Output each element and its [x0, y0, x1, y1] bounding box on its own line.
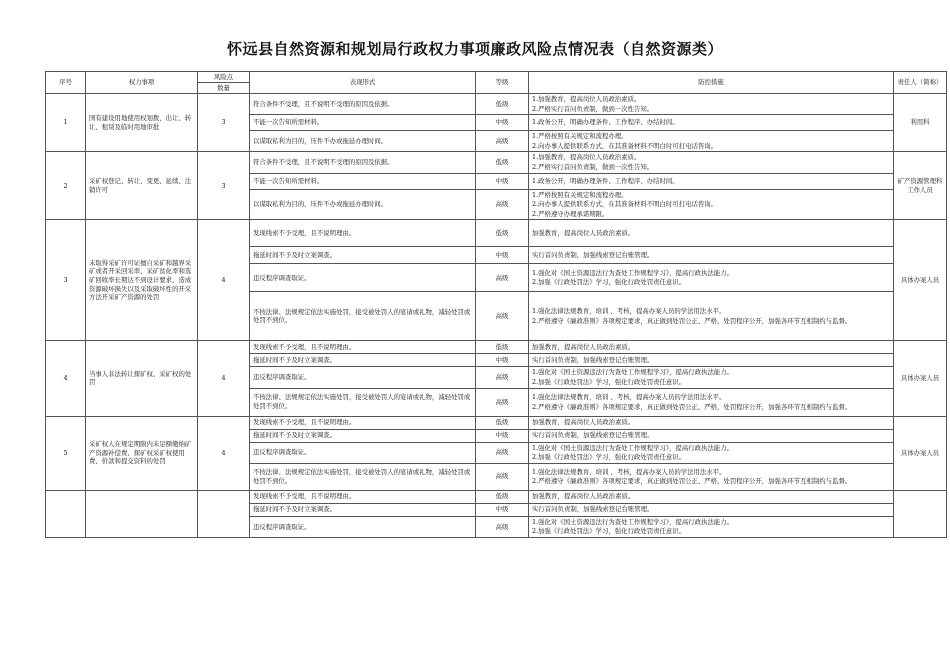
header-count: 数量 — [198, 83, 250, 94]
row-count: 3 — [198, 94, 250, 152]
row-form: 不按法律、法规规定依法实施处罚，接受被处罚人的宴请或礼物，减轻处罚或处罚不到位。 — [250, 388, 476, 416]
row-form: 不按法律、法规规定依法实施处罚，接受被处罚人的宴请或礼物，减轻处罚或处罚不到位。 — [250, 463, 476, 490]
row-form: 拖延时间不予及时立案调查。 — [250, 429, 476, 442]
row-item — [86, 490, 198, 537]
row-form: 发现线索不予受理，且不说明理由。 — [250, 220, 476, 247]
measure-line: 2.严格实行首问负责制，做到一次性告知。 — [532, 162, 654, 171]
measure-line: 2.加强《行政处罚法》学习，强化行政处罚责任意识。 — [532, 527, 686, 536]
header-item: 权力事项 — [86, 72, 198, 94]
page-title: 怀远县自然资源和规划局行政权力事项廉政风险点情况表（自然资源类） — [226, 40, 723, 58]
measure-line: 2.加强《行政处罚法》学习，强化行政处罚责任意识。 — [532, 453, 686, 462]
measure-line: 2.严格实行首问负责制，做到一次性告知。 — [532, 104, 654, 113]
measure-line: 1.强化法律法规教育，培训 、考核，提高办案人员的学法用法水平。 — [532, 392, 726, 401]
measure-line: 2.加强《行政处罚法》学习，强化行政处罚责任意识。 — [532, 377, 686, 386]
measure-line: 2.严格遵守《廉政准则》各项规定要求，真正做到处罚公正、严格，处罚程序公开，加强各环节互相制约与监督。 — [532, 477, 852, 486]
row-item: 采矿权人在规定期限内未足额缴纳矿产资源补偿费、探矿权采矿权使用费、价款和提交资料的处罚 — [86, 416, 198, 490]
measure-line: 2.向办事人提供联系方式，在其准备材料不明白时可打电话咨询。 — [532, 141, 718, 150]
measure-line: 1.强化对《国土资源违法行为查处工作规程学习》，提高行政执法能力。 — [532, 517, 734, 526]
table-body — [46, 94, 947, 538]
measure-line: 实行首问负责制，加强线索登记台账管理。 — [532, 251, 654, 260]
row-measures — [529, 442, 894, 463]
row-count: 4 — [198, 341, 250, 416]
row-measures — [529, 463, 894, 490]
measure-line: 1.强化对《国土资源违法行为查处工作规程学习》，提高行政执法能力。 — [532, 443, 734, 452]
table-row — [46, 341, 947, 354]
row-responsible: 具体办案人员 — [894, 416, 947, 490]
table-row — [46, 152, 947, 173]
row-responsible: 利用科 — [894, 94, 947, 152]
table-row — [46, 94, 947, 115]
row-responsible — [894, 490, 947, 537]
row-item: 国有建设用地使用权划拨、出让、转让、租赁及临时用地审批 — [86, 94, 198, 152]
row-count: 3 — [198, 152, 250, 220]
row-measures — [529, 516, 894, 537]
row-measures — [529, 94, 894, 115]
table-row — [46, 220, 947, 247]
row-count: 4 — [198, 416, 250, 490]
row-form: 发现线索不予受理，且不说明理由。 — [250, 416, 476, 429]
row-measures — [529, 388, 894, 416]
measure-line: 实行首问负责制，加强线索登记台账管理。 — [532, 505, 654, 514]
row-level: 高级 — [476, 264, 529, 292]
row-measures — [529, 131, 894, 152]
row-form: 以谋取私利为目的，压件不办或拖延办理时间。 — [250, 189, 476, 220]
measure-line: 1.强化对《国土资源违法行为查处工作规程学习》，提高行政执法能力。 — [532, 268, 734, 277]
row-responsible: 具体办案人员 — [894, 341, 947, 416]
row-measures — [529, 173, 894, 189]
measure-line: 加强教育，提高岗位人员政治素质。 — [532, 229, 635, 238]
row-measures — [529, 247, 894, 264]
measure-line: 2.严格遵守《廉政准则》各项规定要求，真正做到处罚公正、严格，处罚程序公开，加强各环节互相制约与监督。 — [532, 316, 852, 325]
measure-line: 加强教育，提高岗位人员政治素质。 — [532, 492, 635, 501]
row-level: 低级 — [476, 416, 529, 429]
row-form: 拖延时间不予及时立案调查。 — [250, 354, 476, 367]
row-measures — [529, 152, 894, 173]
header-form: 表现形式 — [250, 72, 476, 94]
row-measures — [529, 220, 894, 247]
measure-line: 实行首问负责制，加强线索登记台账管理。 — [532, 356, 654, 365]
measure-line: 1.严格按照有关规定和流程办理。 — [532, 190, 628, 199]
measure-line: 2.严格遵守《廉政准则》各项规定要求，真正做到处罚公正、严格，处罚程序公开，加强各环节互相制约与监督。 — [532, 402, 852, 411]
row-form: 发现线索不予受理，且不说明理由。 — [250, 341, 476, 354]
row-level: 高级 — [476, 131, 529, 152]
row-form: 拖延时间不予及时立案调查。 — [250, 503, 476, 516]
row-form: 符合条件不受理，且不说明不受理的原因及依据。 — [250, 152, 476, 173]
row-level: 高级 — [476, 367, 529, 388]
risk-table — [45, 71, 947, 538]
header-level: 等级 — [476, 72, 529, 94]
row-form: 符合条件不受理，且不说明不受理的原因及依据。 — [250, 94, 476, 115]
header-measures: 防控措施 — [529, 72, 894, 94]
row-level: 低级 — [476, 490, 529, 503]
row-level: 中级 — [476, 173, 529, 189]
row-measures — [529, 264, 894, 292]
measure-line: 1.强化对《国土资源违法行为查处工作规程学习》，提高行政执法能力。 — [532, 368, 734, 377]
row-measures — [529, 115, 894, 131]
measure-line: 加强教育，提高岗位人员政治素质。 — [532, 418, 635, 427]
row-responsible: 具体办案人员 — [894, 220, 947, 341]
row-level: 高级 — [476, 516, 529, 537]
row-level: 高级 — [476, 292, 529, 341]
row-level: 高级 — [476, 442, 529, 463]
measure-line: 1.政务公开，明确办理条件、工作程序、办结时间。 — [532, 176, 679, 185]
measure-line: 2.向办事人提供联系方式，在其准备材料不明白时可打电话咨询。 — [532, 200, 718, 209]
row-measures — [529, 292, 894, 341]
row-level: 中级 — [476, 247, 529, 264]
row-measures — [529, 429, 894, 442]
row-measures — [529, 189, 894, 220]
row-level: 中级 — [476, 503, 529, 516]
measure-line: 1.严格按照有关规定和流程办理。 — [532, 132, 628, 141]
measure-line: 2.严格遵守办理承诺期限。 — [532, 209, 609, 218]
row-measures — [529, 416, 894, 429]
row-level: 低级 — [476, 94, 529, 115]
row-measures — [529, 503, 894, 516]
row-form: 违反程序调查取证。 — [250, 516, 476, 537]
table-row — [46, 416, 947, 429]
row-level: 低级 — [476, 220, 529, 247]
row-measures — [529, 341, 894, 354]
row-seq: 4 — [46, 341, 86, 416]
row-measures — [529, 367, 894, 388]
measure-line: 1.强化法律法规教育，培训 、考核，提高办案人员的学法用法水平。 — [532, 467, 726, 476]
row-item: 当事人非法转让探矿权、采矿权的处罚 — [86, 341, 198, 416]
row-level: 高级 — [476, 388, 529, 416]
measure-line: 1.加强教育，提高岗位人员政治素质。 — [532, 95, 641, 103]
row-seq: 2 — [46, 152, 86, 220]
row-item: 采矿权登记、转让、变更、延续、注销许可 — [86, 152, 198, 220]
row-seq: 5 — [46, 416, 86, 490]
row-level: 高级 — [476, 463, 529, 490]
header-risk-points: 风险点 — [198, 72, 250, 83]
row-responsible: 矿产资源管理科工作人员 — [894, 152, 947, 220]
row-form: 违反程序调查取证。 — [250, 367, 476, 388]
row-level: 中级 — [476, 354, 529, 367]
measure-line: 1.政务公开，明确办理条件、工作程序、办结时间。 — [532, 118, 679, 127]
row-level: 高级 — [476, 189, 529, 220]
row-measures — [529, 490, 894, 503]
row-form: 不能一次告知所需材料。 — [250, 115, 476, 131]
header-seq: 序号 — [46, 72, 86, 94]
row-form: 违反程序调查取证。 — [250, 442, 476, 463]
measure-line: 1.强化法律法规教育，培训 、考核，提高办案人员的学法用法水平。 — [532, 307, 726, 316]
row-level: 中级 — [476, 115, 529, 131]
row-form: 发现线索不予受理，且不说明理由。 — [250, 490, 476, 503]
row-seq — [46, 490, 86, 537]
row-form: 以谋取私利为目的，压件不办或拖延办理时间。 — [250, 131, 476, 152]
row-form: 拖延时间不予及时立案调查。 — [250, 247, 476, 264]
row-seq: 1 — [46, 94, 86, 152]
measure-line: 2.加强《行政处罚法》学习，强化行政处罚责任意识。 — [532, 278, 686, 287]
row-seq: 3 — [46, 220, 86, 341]
measure-line: 实行首问负责制，加强线索登记台账管理。 — [532, 431, 654, 440]
row-form: 违反程序调查取证。 — [250, 264, 476, 292]
measure-line: 加强教育，提高岗位人员政治素质。 — [532, 343, 635, 352]
row-level: 低级 — [476, 152, 529, 173]
header-responsible: 责任人（简称） — [894, 72, 947, 94]
row-form: 不按法律、法规规定依法实施处罚，接受被处罚人的宴请或礼物，减轻处罚或处罚不到位。 — [250, 292, 476, 341]
row-form: 不能一次告知所需材料。 — [250, 173, 476, 189]
row-level: 低级 — [476, 341, 529, 354]
row-item: 未取得采矿许可证擅自采矿和越界采矿或者开采回采率、采矿贫化率和选矿回收率长期达不到设计要求，造成资源破坏损失以及采取破坏性的开采方法开采矿产资源的处罚 — [86, 220, 198, 341]
row-count: 4 — [198, 220, 250, 341]
table-row — [46, 490, 947, 503]
measure-line: 1.加强教育，提高岗位人员政治素质。 — [532, 153, 641, 162]
row-measures — [529, 354, 894, 367]
row-level: 中级 — [476, 429, 529, 442]
header-row — [46, 72, 947, 83]
row-count — [198, 490, 250, 537]
